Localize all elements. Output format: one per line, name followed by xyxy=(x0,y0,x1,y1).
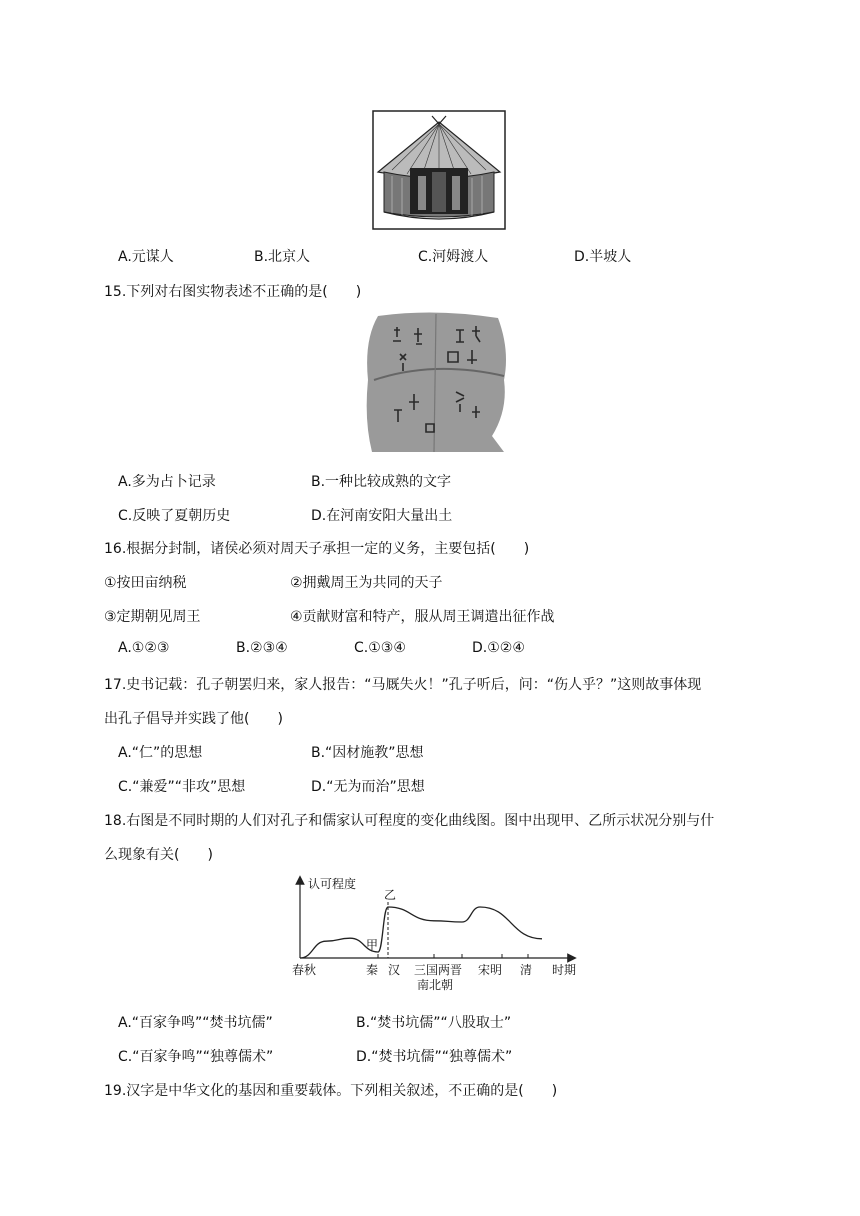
approval-curve-chart xyxy=(290,870,590,1000)
tick-label: 宋明 xyxy=(478,963,503,977)
option-d: D.①②④ xyxy=(472,640,525,656)
question-15-stem: 15.下列对右图实物表述不正确的是( ) xyxy=(104,284,362,300)
option-a: A.“百家争鸣”“焚书坑儒” xyxy=(118,1015,273,1031)
question-16-stem: 16.根据分封制，诸侯必须对周天子承担一定的义务，主要包括( ) xyxy=(104,541,530,557)
annotation-yi: 乙 xyxy=(384,888,397,902)
option-b: B.“因材施教”思想 xyxy=(311,745,424,761)
tick-label: 南北朝 xyxy=(417,978,454,992)
x-axis-label: 时期 xyxy=(552,963,577,977)
question-18-stem-line1: 18.右图是不同时期的人们对孔子和儒家认可程度的变化曲线图。图中出现甲、乙所示状况分别与什 xyxy=(104,813,715,829)
series-line xyxy=(300,907,542,958)
option-d: D.“无为而治”思想 xyxy=(311,779,425,795)
option-b: B.②③④ xyxy=(236,640,288,656)
tick-label: 春秋 xyxy=(292,963,317,977)
statement-1: ①按田亩纳税 xyxy=(104,575,187,591)
question-18-stem-line2: 么现象有关( ) xyxy=(104,847,213,863)
tick-label: 秦 xyxy=(366,963,379,977)
question-17-stem-line1: 17.史书记载：孔子朝罢归来，家人报告：“马厩失火！”孔子听后，问：“伤人乎？”这则故事体现 xyxy=(104,677,702,693)
option-d: D.半坡人 xyxy=(574,249,632,265)
option-d: D.“焚书坑儒”“独尊儒术” xyxy=(356,1049,513,1065)
statement-4: ④贡献财富和特产，服从周王调遣出征作战 xyxy=(290,609,555,625)
option-c: C.“百家争鸣”“独尊儒术” xyxy=(118,1049,274,1065)
hut-illustration xyxy=(372,110,506,230)
option-c: C.河姆渡人 xyxy=(418,249,489,265)
tick-label: 三国两晋 xyxy=(414,963,463,977)
y-axis-label: 认可程度 xyxy=(308,877,357,891)
tick-label: 汉 xyxy=(388,963,401,977)
option-a: A.“仁”的思想 xyxy=(118,745,203,761)
option-b: B.一种比较成熟的文字 xyxy=(311,474,452,490)
option-a: A.①②③ xyxy=(118,640,170,656)
option-d: D.在河南安阳大量出土 xyxy=(311,508,453,524)
statement-3: ③定期朝见周王 xyxy=(104,609,201,625)
option-c: C.“兼爱”“非攻”思想 xyxy=(118,779,246,795)
option-c: C.①③④ xyxy=(354,640,406,656)
statement-2: ②拥戴周王为共同的天子 xyxy=(290,575,443,591)
option-c: C.反映了夏朝历史 xyxy=(118,508,231,524)
annotation-jia: 甲 xyxy=(366,938,379,952)
option-b: B.北京人 xyxy=(254,249,311,265)
question-19-stem: 19.汉字是中华文化的基因和重要载体。下列相关叙述，不正确的是( ) xyxy=(104,1083,558,1099)
option-a: A.元谋人 xyxy=(118,249,174,265)
option-a: A.多为占卜记录 xyxy=(118,474,216,490)
tick-label: 清 xyxy=(520,963,533,977)
option-b: B.“焚书坑儒”“八股取士” xyxy=(356,1015,512,1031)
oracle-bone-image xyxy=(364,310,510,452)
question-17-stem-line2: 出孔子倡导并实践了他( ) xyxy=(104,711,283,727)
